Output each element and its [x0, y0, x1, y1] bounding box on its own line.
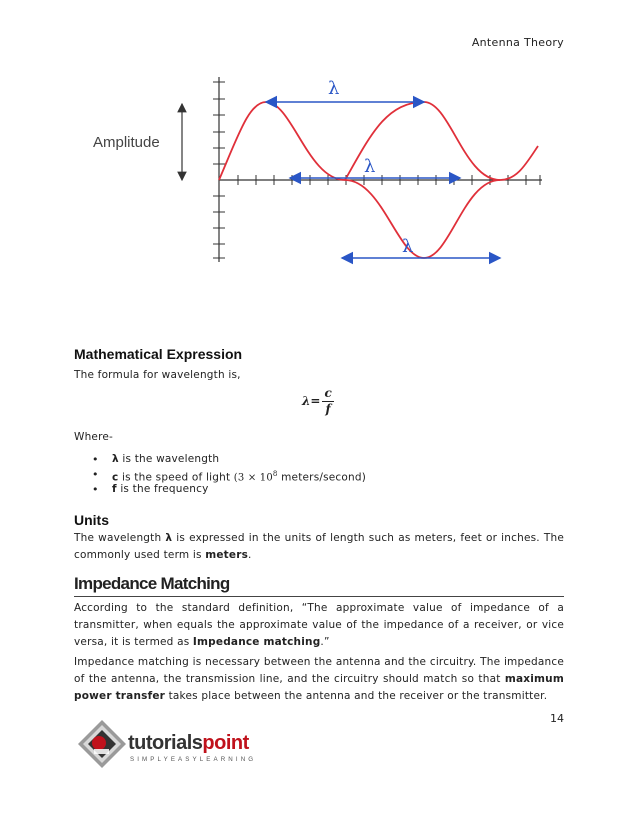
amplitude-label: Amplitude	[93, 134, 160, 151]
page-header-title: Antenna Theory	[471, 36, 564, 49]
heading-divider	[74, 596, 564, 597]
impedance-definition	[74, 600, 564, 651]
logo-emblem-icon	[78, 720, 126, 768]
list-item	[92, 451, 366, 466]
tutorialspoint-logo	[76, 716, 276, 776]
svg-text:tutorialspoint	[128, 732, 250, 754]
formula-denominator: f	[325, 402, 331, 416]
impedance-text: .”	[320, 636, 330, 648]
impedance-term: Impedance matching	[192, 636, 321, 648]
units-text: is expressed in the units of length such as meters, feet or inches. The commonly used term is	[74, 532, 564, 561]
logo-tutorials-text: tutorials	[128, 732, 203, 754]
variable-desc: is the frequency	[116, 483, 209, 495]
max-power-transfer: maximum power transfer	[74, 673, 564, 702]
variable-term: f	[112, 483, 117, 495]
units-text: The wavelength	[74, 532, 166, 544]
lambda-label-top: λ	[328, 78, 340, 99]
where-label: Where-	[74, 431, 114, 443]
formula-equals: =	[310, 394, 321, 408]
math-intro: The formula for wavelength is,	[74, 369, 241, 381]
variable-term: c	[112, 471, 119, 484]
variable-desc: is the speed of light	[118, 471, 234, 484]
units-heading: Units	[74, 512, 109, 528]
impedance-text: According to the standard definition, “The approximate value of impedance of a transmitter, when equals the approximate value of the impedance of a receiver, or vice versa, it is termed as	[74, 602, 564, 648]
units-lambda: λ	[165, 532, 173, 544]
impedance-text: takes place between the antenna and the receiver or the transmitter.	[165, 690, 548, 702]
variable-list	[92, 451, 366, 496]
variable-desc: is the wavelength	[118, 453, 220, 465]
lambda-label-middle: λ	[364, 156, 376, 177]
impedance-text: Impedance matching is necessary between the antenna and the circuitry. The impedance of the antenna, the transmission line, and the circuitry should match so that	[74, 656, 564, 685]
wavelength-formula	[302, 386, 334, 417]
list-item	[92, 481, 366, 496]
speed-of-light-value: (3 × 10	[233, 472, 273, 484]
lambda-label-bottom: λ	[402, 236, 414, 257]
wavelength-diagram	[80, 72, 550, 272]
formula-lhs: λ	[302, 394, 311, 408]
speed-of-light-unit: meters/second)	[277, 471, 367, 484]
impedance-explanation	[74, 654, 564, 705]
logo-point-text: point	[202, 732, 249, 754]
units-text: .	[248, 549, 252, 561]
math-heading: Mathematical Expression	[74, 346, 243, 362]
list-item	[92, 466, 367, 484]
speed-of-light-exponent: 8	[272, 470, 278, 478]
variable-term: λ	[112, 453, 119, 465]
logo-tagline: SIMPLYEASYLEARNING	[130, 756, 257, 763]
formula-numerator: c	[324, 386, 332, 400]
units-meters: meters	[205, 549, 249, 561]
formula-fraction	[322, 386, 333, 417]
impedance-heading: Impedance Matching	[74, 574, 230, 593]
units-paragraph	[74, 530, 564, 564]
page-number: 14	[550, 712, 564, 725]
